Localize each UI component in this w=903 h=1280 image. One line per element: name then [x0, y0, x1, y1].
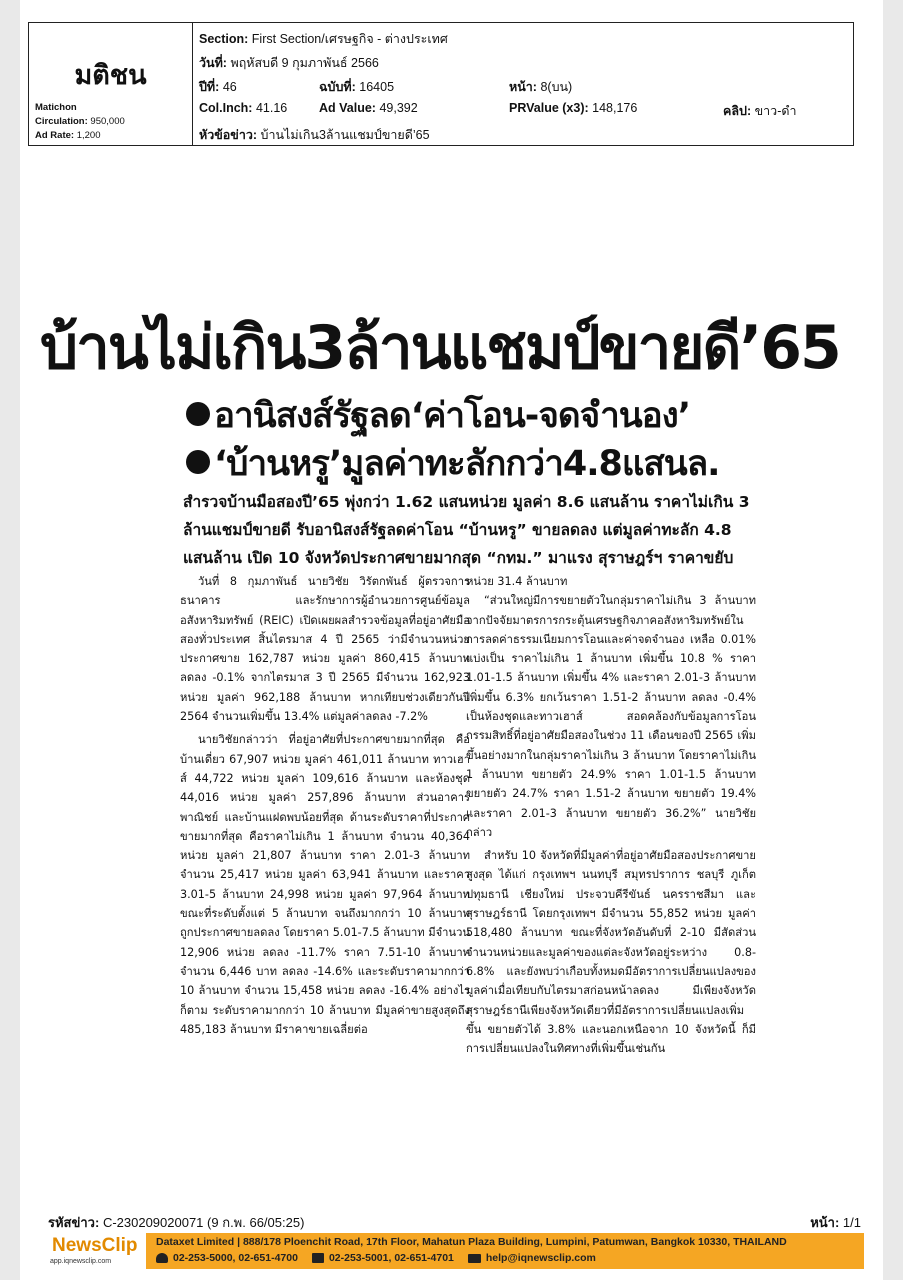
page-number-label: หน้า: — [810, 1215, 840, 1230]
company-address: Dataxet Limited | 888/178 Ploenchit Road, 17th Floor, Mahatun Plaza Building, Lumpini, Patumwan, Bangkok 10330, THAILAND — [156, 1236, 787, 1248]
lead-line-1: สำรวจบ้านมือสองปี’65 พุ่งกว่า 1.62 แสนหน่วย มูลค่า 8.6 แสนล้าน ราคาไม่เกิน 3 — [183, 493, 750, 511]
colinch-value: 41.16 — [255, 101, 288, 115]
issue-value: 16405 — [359, 80, 395, 94]
article-paragraph: หน่วย 31.4 ล้านบาท — [466, 575, 568, 588]
fax-icon — [312, 1253, 324, 1263]
article-paragraph: “ส่วนใหญ่มีการขยายตัวในกลุ่มราคาไม่เกิน 3 ล้านบาท จากปัจจัยมาตรการกระตุ้นเศรษฐกิจภาคอสังหาริมทรัพย์ในการลดค่าธรรมเนียมการโอนและค่าจดจำนอง เหลือ 0.01% แบ่งเป็น ราคาไม่เกิน 1 ล้านบาท เพิ่มขึ้น 10.8 % ราคา 1.01-1.5 ล้านบาท เพิ่มขึ้น 4% และราคา 2.01-3 ล้านบาท เพิ่มขึ้น 6.3% ยกเว้นราคา 1.51-2 ล้านบาท ลดลง -0.4% เป็นห้องชุดและทาวเฮาส์ สอดคล้องกับข้อมูลการโอนกรรมสิทธิ์ที่อยู่อาศัยมือสองในช่วง 11 เดือนของปี 2565 เพิ่มขึ้นอย่างมากในกลุ่มราคาไม่เกิน 3 ล้านบาท โดยราคาไม่เกิน 1 ล้านบาท ขยายตัว 24.9% ราคา 1.01-1.5 ล้านบาท ขยายตัว 24.7% ราคา 1.51-2 ล้านบาท ขยายตัว 19.4% และราคา 2.01-3 ล้านบาท ขยายตัว 36.2%” นายวิชัยกล่าว — [466, 594, 756, 839]
article-lead — [183, 488, 783, 572]
article-paragraph: สำหรับ 10 จังหวัดที่มีมูลค่าที่อยู่อาศัยมือสองประกาศขายสูงสุด ได้แก่ กรุงเทพฯ นนทบุรี สมุทรปราการ ชลบุรี ภูเก็ต ปทุมธานี เชียงใหม่ ประจวบคีรีขันธ์ นครราชสีมา และสุราษฎร์ธานี โดยกรุงเทพฯ มีจำนวน 55,852 หน่วย มูลค่า 518,480 ล้านบาท ขณะที่จังหวัดอันดับที่ 2-10 มีสัดส่วนจำนวนหน่วยและมูลค่าของแต่ละจังหวัดอยู่ระหว่าง 0.8-6.8% และยังพบว่าเกือบทั้งหมดมีอัตราการเปลี่ยนแปลงของมูลค่าเมื่อเทียบกับไตรมาสก่อนหน้าลดลง มีเพียงจังหวัดสุราษฎร์ธานีเพียงจังหวัดเดียวที่มีอัตราการเปลี่ยนแปลงเพิ่มขึ้น ขยายตัวได้ 3.8% และนอกเหนือจาก 10 จังหวัดนี้ ก็มีการเปลี่ยนแปลงในทิศทางที่เพิ่มขึ้นเช่นกัน — [466, 849, 756, 1056]
subheadline-1-text: อานิสงส์รัฐลด‘ค่าโอน-จดจำนอง’ — [214, 396, 691, 436]
circulation-label: Circulation: — [35, 116, 88, 127]
ad-value-value: 49,392 — [379, 101, 418, 115]
ad-value-label: Ad Value: — [319, 101, 376, 115]
pr-value-value: 148,176 — [592, 101, 638, 115]
year-value: 46 — [222, 80, 237, 94]
newsclip-logo[interactable] — [46, 1233, 148, 1269]
clip-row — [723, 101, 797, 121]
page-number — [810, 1212, 861, 1233]
publication-name: Matichon — [35, 102, 77, 113]
newsclip-url[interactable]: app.iqnewsclip.com — [50, 1258, 112, 1265]
topic-value: บ้านไม่เกิน3ล้านแชมป์ขายดี’65 — [260, 128, 430, 142]
section-label: Section: — [199, 32, 249, 46]
phone-text: 02-253-5000, 02-651-4700 — [173, 1252, 298, 1264]
article-subheadline-1 — [186, 388, 690, 443]
phone-contact — [156, 1252, 298, 1264]
ad-rate-value: 1,200 — [76, 130, 101, 141]
clip-value: ขาว-ดำ — [754, 104, 797, 118]
footer-bar — [46, 1233, 864, 1269]
year-label: ปีที่: — [199, 80, 220, 94]
section-row — [199, 29, 448, 49]
page-number-value: 1/1 — [842, 1215, 861, 1230]
publication-logo-cell — [29, 23, 193, 145]
ad-value-row — [319, 101, 418, 115]
pr-value-label: PRValue (x3): — [509, 101, 589, 115]
subheadline-2-text: ‘บ้านหรู’มูลค่าทะลักกว่า4.8แสนล. — [214, 444, 720, 484]
issue-row — [319, 77, 394, 97]
article-headline: บ้านไม่เกิน3ล้านแชมป์ขายดี’65 — [40, 313, 840, 383]
topic-label: หัวข้อข่าว: — [199, 128, 258, 142]
colinch-row — [199, 101, 287, 115]
fax-text: 02-253-5001, 02-651-4701 — [328, 1252, 454, 1264]
newsclip-brand: NewsClip — [52, 1235, 138, 1256]
email-contact[interactable] — [468, 1252, 596, 1264]
pr-value-row — [509, 101, 637, 115]
news-id-value: C-230209020071 (9 ก.พ. 66/05:25) — [102, 1215, 305, 1230]
circulation-value: 950,000 — [90, 116, 125, 127]
ad-rate-label: Ad Rate: — [35, 130, 75, 141]
date-value: พฤหัสบดี 9 กุมภาพันธ์ 2566 — [230, 56, 379, 70]
colinch-label: Col.Inch: — [199, 101, 253, 115]
page-row — [509, 77, 572, 97]
contact-line — [156, 1252, 596, 1264]
fax-contact — [312, 1252, 454, 1264]
lead-line-2: ล้านแชมป์ขายดี รับอานิสงส์รัฐลดค่าโอน “บ้านหรู” ขายลดลง แต่มูลค่าทะลัก 4.8 — [183, 521, 732, 539]
page-label: หน้า: — [509, 80, 537, 94]
publication-logo: มติชน — [74, 60, 147, 91]
bullet-icon — [186, 450, 210, 474]
lead-line-3: แสนล้าน เปิด 10 จังหวัดประกาศขายมากสุด “กทม.” มาแรง สุราษฎร์ฯ ราคาขยับ — [183, 549, 734, 567]
clipping-meta — [193, 23, 853, 145]
section-value: First Section/เศรษฐกิจ - ต่างประเทศ — [251, 32, 448, 46]
article-column-left — [180, 572, 470, 1039]
article-paragraph: วันที่ 8 กุมภาพันธ์ นายวิชัย วิรัตกพันธ์ ผู้ตรวจการธนาคาร และรักษาการผู้อำนวยการศูนย์ข้อมูลอสังหาริมทรัพย์ (REIC) เปิดเผยผลสำรวจข้อมูลที่อยู่อาศัยมือสองทั่วประเทศ สิ้นไตรมาส 4 ปี 2565 ว่ามีจำนวนหน่วยประกาศขาย 162,787 หน่วย มูลค่า 860,415 ล้านบาท ลดลง -0.1% จากไตรมาส 3 ปี 2565 มีจำนวน 162,923 หน่วย มูลค่า 962,188 ล้านบาท หากเทียบช่วงเดียวกันปี 2564 จำนวนเพิ่มขึ้น 13.4% แต่มูลค่าลดลง -7.2% — [180, 575, 470, 724]
bullet-icon — [186, 402, 210, 426]
footer-contact — [148, 1233, 864, 1269]
issue-label: ฉบับที่: — [319, 80, 356, 94]
article-subheadline-2 — [186, 436, 719, 491]
mail-icon — [468, 1254, 481, 1263]
article-column-right — [466, 572, 756, 1058]
news-id-label: รหัสข่าว: — [48, 1215, 100, 1230]
publication-meta — [35, 101, 125, 143]
date-row — [199, 53, 379, 73]
topic-row — [199, 125, 430, 145]
clip-label: คลิป: — [723, 104, 752, 118]
article-paragraph: นายวิชัยกล่าวว่า ที่อยู่อาศัยที่ประกาศขายมากที่สุด คือ บ้านเดี่ยว 67,907 หน่วย มูลค่า 461,011 ล้านบาท ทาวเฮาส์ 44,722 หน่วย มูลค่า 109,616 ล้านบาท และห้องชุด 44,016 หน่วย มูลค่า 257,896 ล้านบาท ส่วนอาคารพาณิชย์ และบ้านแฝดพบน้อยที่สุด ด้านระดับราคาที่ประกาศขายมากที่สุด คือราคาไม่เกิน 1 ล้านบาท จำนวน 40,364 หน่วย มูลค่า 21,807 ล้านบาท ราคา 2.01-3 ล้านบาท จำนวน 25,417 หน่วย มูลค่า 63,941 ล้านบาท และราคา 3.01-5 ล้านบาท 24,998 หน่วย มูลค่า 97,964 ล้านบาท ขณะที่ระดับตั้งแต่ 5 ล้านบาท จนถึงมากกว่า 10 ล้านบาท ถูกประกาศขายลดลง โดยราคา 5.01-7.5 ล้านบาท มีจำนวน 12,906 หน่วย ลดลง -11.7% ราคา 7.51-10 ล้านบาท จำนวน 6,446 บาท ลดลง -14.6% และระดับราคามากกว่า 10 ล้านบาท จำนวน 15,458 หน่วย ลดลง -16.4% อย่างไรก็ตาม ระดับราคามากกว่า 10 ล้านบาท มีมูลค่าขายสูงสุดถึง 485,183 ล้านบาท มีราคาขายเฉลี่ยต่อ — [180, 733, 470, 1036]
news-id — [48, 1212, 304, 1233]
year-row — [199, 77, 237, 97]
email-text[interactable]: help@iqnewsclip.com — [485, 1252, 596, 1264]
phone-icon — [156, 1253, 168, 1263]
clipping-info-box — [28, 22, 854, 146]
page-value: 8(บน) — [540, 80, 573, 94]
date-label: วันที่: — [199, 56, 227, 70]
